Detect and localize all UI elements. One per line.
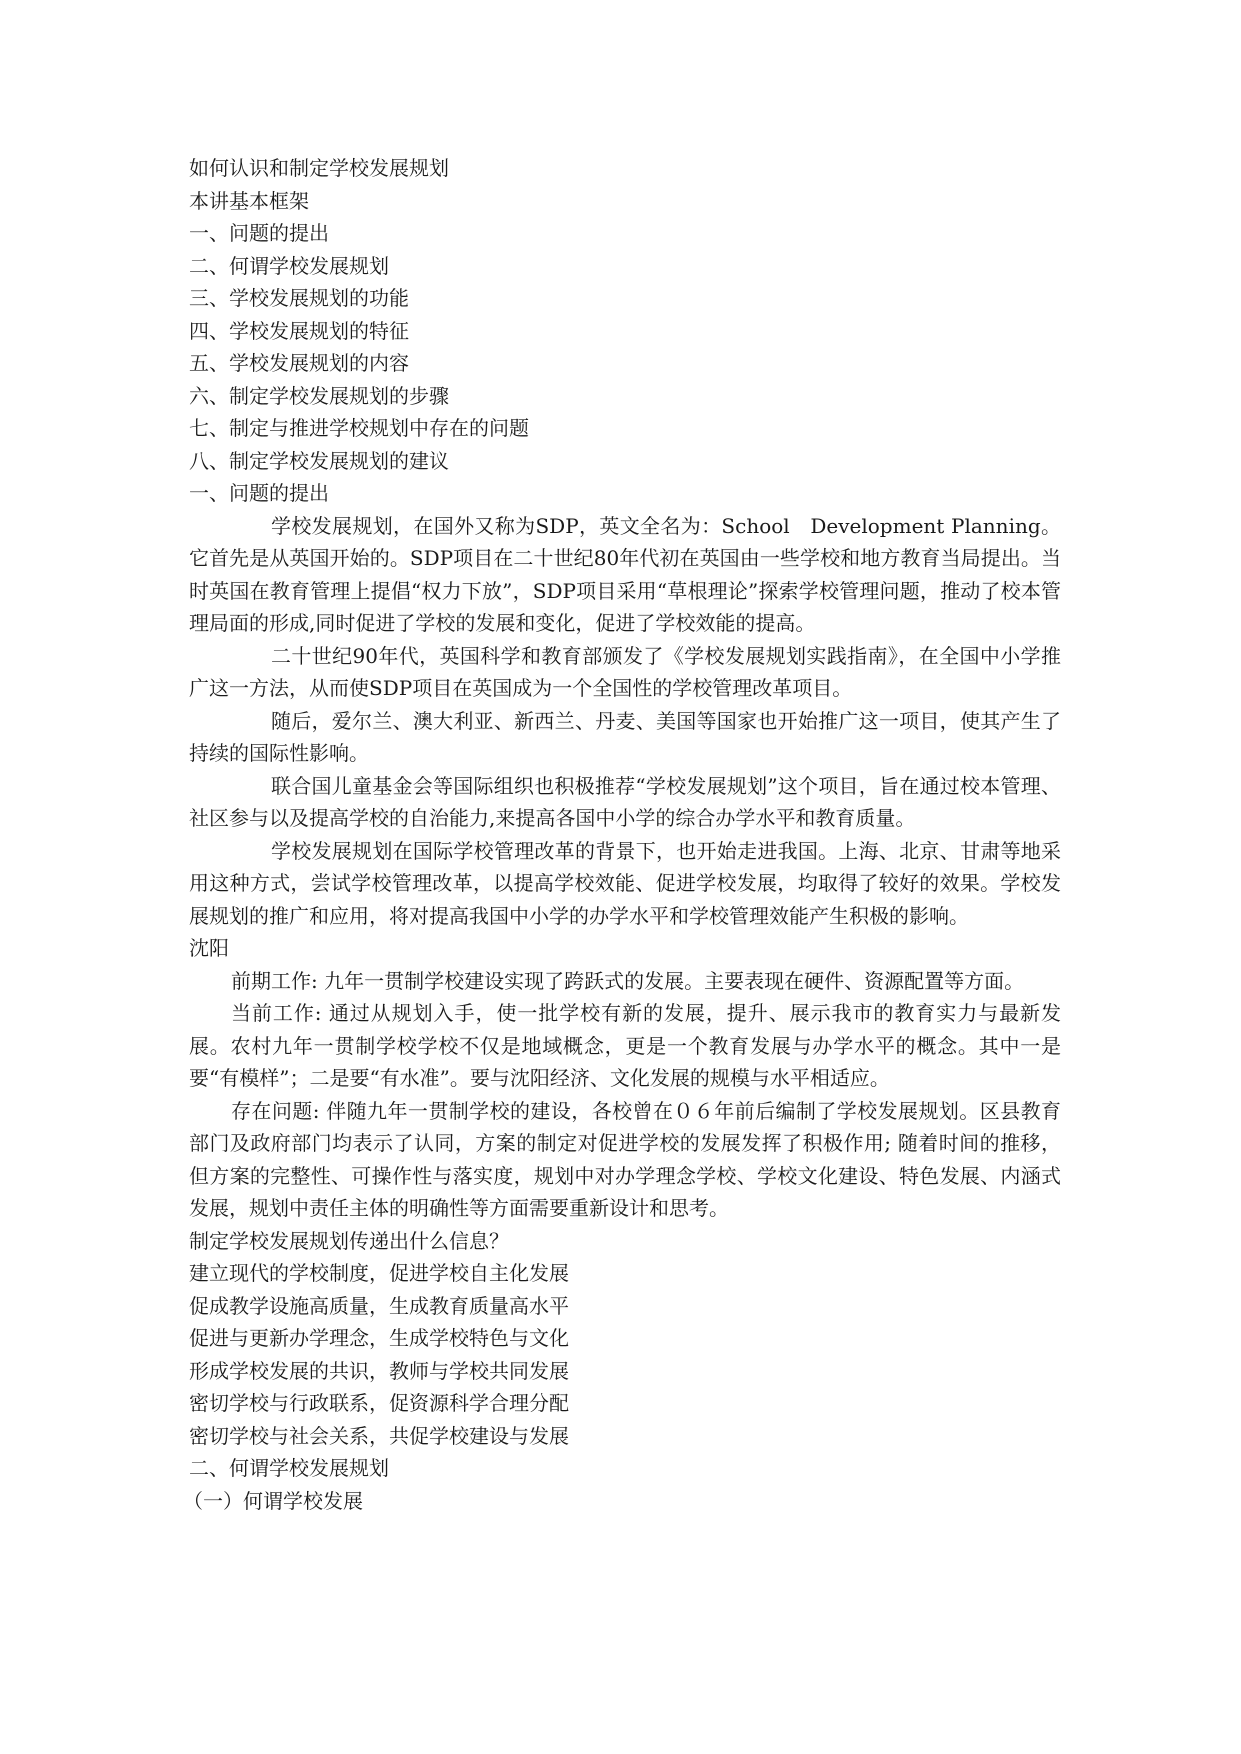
outline-item: 二、何谓学校发展规划 [189, 253, 389, 278]
signal-item: 形成学校发展的共识，教师与学校共同发展 [189, 1358, 569, 1383]
signal-item: 密切学校与社会关系，共促学校建设与发展 [189, 1423, 569, 1448]
body-paragraph: 二十世纪90年代，英国科学和教育部颁发了《学校发展规划实践指南》，在全国中小学推广这一方法，从而使SDP项目在英国成为一个全国性的学校管理改革项目。 [189, 643, 1061, 700]
outline-item: 五、学校发展规划的内容 [189, 351, 409, 375]
body-paragraph: 当前工作: 通过从规划入手，使一批学校有新的发展，提升、展示我市的教育实力与最新发展。农村九年一贯制学校学校不仅是地域概念，更是一个教育发展与办学水平的概念。其中一是要“有模样”；二是要“有水准”。要与沈阳经济、文化发展的规模与水平相适应。 [189, 1001, 1061, 1090]
outline-item: 七、制定与推进学校规划中存在的问题 [189, 416, 529, 440]
section-heading: 二、何谓学校发展规划 [189, 1456, 389, 1480]
document-body [183, 152, 1061, 1517]
outline-item: 六、制定学校发展规划的步骤 [189, 383, 449, 408]
body-paragraph: 学校发展规划在国际学校管理改革的背景下，也开始走进我国。上海、北京、甘肃等地采用这种方式，尝试学校管理改革，以提高学校效能、促进学校发展，均取得了较好的效果。学校发展规划的推广和应用，将对提高我国中小学的办学水平和学校管理效能产生积极的影响。 [189, 838, 1061, 928]
framework-heading: 本讲基本框架 [189, 188, 309, 213]
outline-item: 三、学校发展规划的功能 [189, 286, 409, 310]
body-paragraph: 前期工作: 九年一贯制学校建设实现了跨跃式的发展。主要表现在硬件、资源配置等方面。 [231, 968, 1025, 993]
document-title: 如何认识和制定学校发展规划 [189, 156, 449, 180]
city-heading: 沈阳 [189, 936, 229, 960]
body-paragraph: 联合国儿童基金会等国际组织也积极推荐“学校发展规划”这个项目，旨在通过校本管理、社区参与以及提高学校的自治能力,来提高各国中小学的综合办学水平和教育质量。 [189, 773, 1061, 830]
body-paragraph: 随后，爱尔兰、澳大利亚、新西兰、丹麦、美国等国家也开始推广这一项目，使其产生了持续的国际性影响。 [189, 708, 1061, 765]
body-paragraph: 存在问题: 伴随九年一贯制学校的建设，各校曾在０６年前后编制了学校发展规划。区县教育部门及政府部门均表示了认同，方案的制定对促进学校的发展发挥了积极作用; 随着时间的推移，但方案的完整性、可操作性与落实度，规划中对办学理念学校、学校文化建设、特色发展、内涵式发展，规划中责任主体的明确性等方面需要重新设计和思考。 [189, 1098, 1061, 1220]
outline-item: 四、学校发展规划的特征 [189, 318, 409, 343]
signal-item: 促成教学设施高质量，生成教育质量高水平 [189, 1293, 569, 1318]
outline-item: 一、问题的提出 [189, 221, 329, 245]
signal-item: 建立现代的学校制度，促进学校自主化发展 [189, 1261, 569, 1285]
signal-item: 促进与更新办学理念，生成学校特色与文化 [189, 1326, 569, 1350]
section-heading: 一、问题的提出 [189, 481, 329, 505]
outline-item: 八、制定学校发展规划的建议 [189, 448, 449, 473]
subsection-heading: （一）何谓学校发展 [183, 1488, 363, 1513]
signals-question: 制定学校发展规划传递出什么信息？ [189, 1228, 509, 1253]
signal-item: 密切学校与行政联系，促资源科学合理分配 [189, 1391, 569, 1415]
body-paragraph: 学校发展规划，在国外又称为SDP，英文全名为：School Development Planning。它首先是从英国开始的。SDP项目在二十世纪80年代初在英国由一些学校和地方教育当局提出。当时英国在教育管理上提倡“权力下放”，SDP项目采用“草根理论”探索学校管理问题，推动了校本管理局面的形成,同时促进了学校的发展和变化，促进了学校效能的提高。 [189, 513, 1061, 635]
